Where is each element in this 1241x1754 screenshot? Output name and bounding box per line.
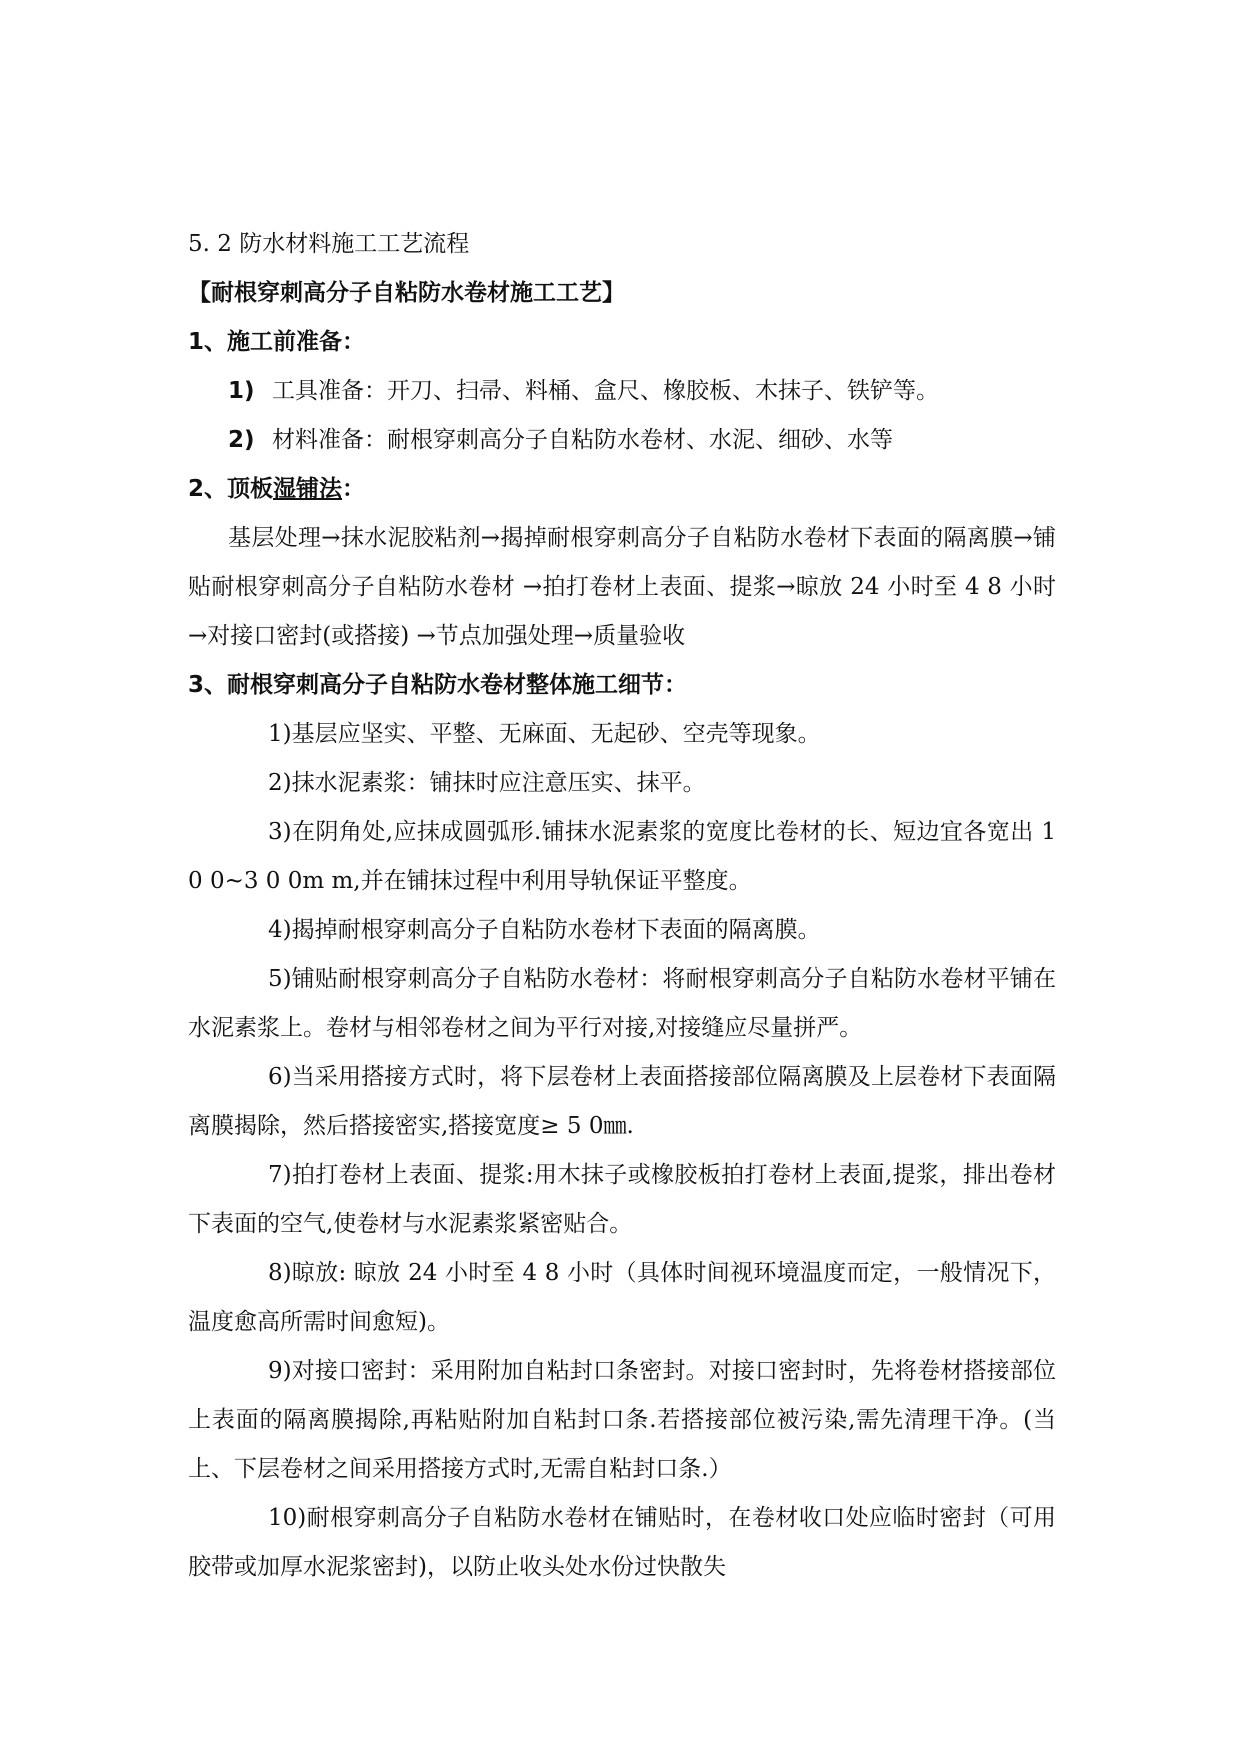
detail-item-9 xyxy=(188,1347,1056,1494)
heading-wet-laying xyxy=(188,465,1056,514)
detail-item-text: 在阴角处,应抹成圆弧形.铺抹水泥素浆的宽度比卷材的长、短边宜各宽出 1 0 0~3 0 0m m,并在铺抹过程中利用导轨保证平整度。 xyxy=(188,819,1056,894)
detail-item-text: 揭掉耐根穿刺高分子自粘防水卷材下表面的隔离膜。 xyxy=(291,917,821,943)
prep-item-2 xyxy=(188,416,1056,465)
detail-item-5 xyxy=(188,955,1056,1053)
prep-item-number: 1) xyxy=(228,378,255,404)
detail-item-6 xyxy=(188,1053,1056,1151)
heading-wet-laying-prefix: 2、顶板 xyxy=(188,476,274,502)
detail-item-text: 基层应坚实、平整、无麻面、无起砂、空壳等现象。 xyxy=(291,721,821,747)
detail-item-number: 8) xyxy=(268,1260,292,1286)
heading-construction-details: 3、耐根穿刺高分子自粘防水卷材整体施工细节： xyxy=(188,672,688,698)
detail-item-number: 4) xyxy=(268,917,292,943)
detail-item-number: 7) xyxy=(268,1162,292,1188)
section-title: 5. 2 防水材料施工工艺流程 xyxy=(188,231,470,257)
detail-item-text: 当采用搭接方式时，将下层卷材上表面搭接部位隔离膜及上层卷材下表面隔离膜揭除，然后搭接密实,搭接宽度≥ 5 0㎜. xyxy=(188,1064,1056,1139)
detail-item-number: 3) xyxy=(268,819,292,845)
detail-item-3 xyxy=(188,808,1056,906)
document-body xyxy=(188,220,1056,1592)
detail-item-number: 2) xyxy=(268,770,292,796)
detail-item-number: 6) xyxy=(268,1064,292,1090)
detail-item-1 xyxy=(188,710,1056,759)
main-heading: 【耐根穿刺高分子自粘防水卷材施工工艺】 xyxy=(188,280,625,306)
detail-item-number: 10) xyxy=(268,1505,307,1531)
detail-item-2 xyxy=(188,759,1056,808)
heading-wet-laying-suffix: ： xyxy=(342,476,366,502)
prep-item-number: 2) xyxy=(228,427,255,453)
detail-item-text: 抹水泥素浆：铺抹时应注意压实、抹平。 xyxy=(291,770,706,796)
detail-item-number: 9) xyxy=(268,1358,292,1384)
detail-item-text: 对接口密封：采用附加自粘封口条密封。对接口密封时，先将卷材搭接部位上表面的隔离膜揭除,再粘贴附加自粘封口条.若搭接部位被污染,需先清理干净。(当上、下层卷材之间采用搭接方式时,无需自粘封口条.） xyxy=(188,1358,1056,1482)
detail-item-10 xyxy=(188,1494,1056,1592)
detail-item-text: 拍打卷材上表面、提浆:用木抹子或橡胶板拍打卷材上表面,提浆，排出卷材下表面的空气,使卷材与水泥素浆紧密贴合。 xyxy=(188,1162,1056,1237)
detail-item-number: 1) xyxy=(268,721,292,747)
detail-item-number: 5) xyxy=(268,966,292,992)
detail-item-8 xyxy=(188,1249,1056,1347)
detail-item-text: 铺贴耐根穿刺高分子自粘防水卷材：将耐根穿刺高分子自粘防水卷材平铺在水泥素浆上。卷材与相邻卷材之间为平行对接,对接缝应尽量拼严。 xyxy=(188,966,1056,1041)
heading-wet-laying-method: 湿铺法 xyxy=(273,476,343,502)
prep-item-1 xyxy=(188,367,1056,416)
process-flow-text: 基层处理→抹水泥胶粘剂→揭掉耐根穿刺高分子自粘防水卷材下表面的隔离膜→铺贴耐根穿刺高分子自粘防水卷材 →拍打卷材上表面、提浆→晾放 24 小时至 4 8 小时→对接口密封(或搭接) →节点加强处理→质量验收 xyxy=(188,525,1056,649)
heading-preparation: 1、施工前准备： xyxy=(188,329,366,355)
detail-item-4 xyxy=(188,906,1056,955)
prep-item-text: 材料准备：耐根穿刺高分子自粘防水卷材、水泥、细砂、水等 xyxy=(272,427,893,453)
prep-item-text: 工具准备：开刀、扫帚、料桶、盒尺、橡胶板、木抹子、铁铲等。 xyxy=(272,378,939,404)
detail-item-text: 晾放: 晾放 24 小时至 4 8 小时（具体时间视环境温度而定，一般情况下，温度愈高所需时间愈短)。 xyxy=(188,1260,1056,1335)
detail-item-text: 耐根穿刺高分子自粘防水卷材在铺贴时，在卷材收口处应临时密封（可用胶带或加厚水泥浆密封)，以防止收头处水份过快散失 xyxy=(188,1505,1056,1580)
detail-item-7 xyxy=(188,1151,1056,1249)
